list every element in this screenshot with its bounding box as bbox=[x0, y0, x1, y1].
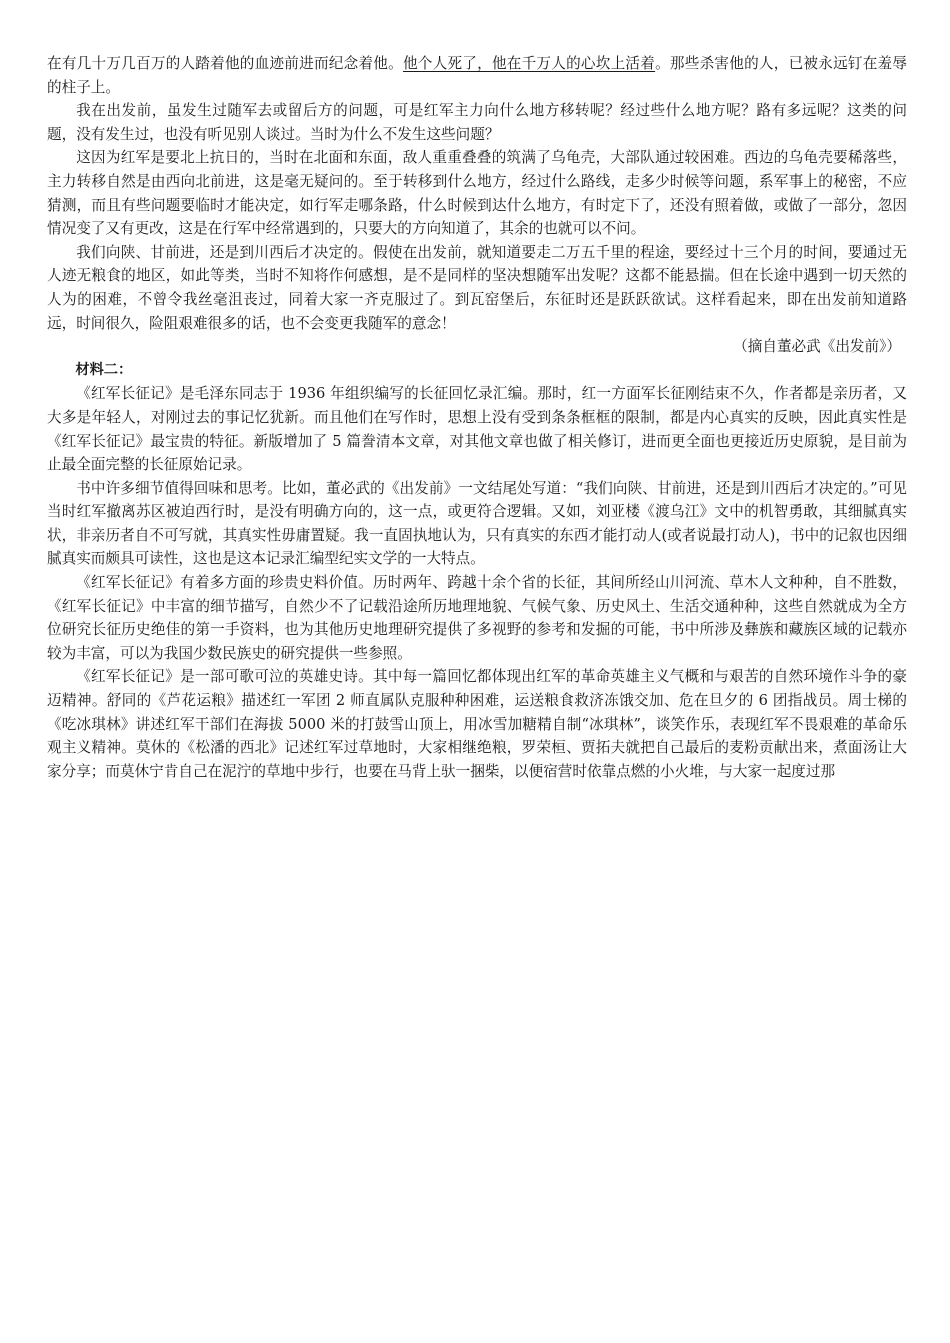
source-citation: （摘自董必武《出发前》） bbox=[733, 338, 901, 356]
text-after-underline: 。那些杀害他的人，已被永远钉在羞辱的柱子上。 bbox=[47, 55, 907, 96]
paragraph: 《红军长征记》有着多方面的珍贵史料价值。历时两年、跨越十余个省的长征，其间所经山川河流、草木人文种种，自不胜数，《红军长征记》中丰富的细节描写，自然少不了记载沿途所历地理地貌、气候气象、历史风土、生活交通种种，这些自然就成为全方位研究长征历史绝佳的第一手资料，也为其他历史地理研究提供了多视野的参考和发掘的可能，书中所涉及彝族和藏族区域的记载亦较为丰富，可以为我国少数民族史的研究提供一些参照。 bbox=[47, 574, 907, 662]
underlined-sentence: 他个人死了，他在千万人的心坎上活着 bbox=[402, 55, 656, 72]
paragraph-continued bbox=[47, 52, 907, 99]
paragraph: 这因为红军是要北上抗日的，当时在北面和东面，敌人重重叠叠的筑满了乌龟壳，大部队通过较困难。西边的乌龟壳要稀落些，主力转移自然是由西向北前进，这是毫无疑问的。至于转移到什么地方，经过什么路线，走多少时候等问题，系军事上的秘密，不应猜测，而且有些问题要临时才能决定，如行军走哪条路，什么时候到达什么地方，有时定下了，还没有照着做，或做了一部分，忽因情况变了又有更改，这是在行军中经常遇到的，只要大的方向知道了，其余的也就可以不问。 bbox=[47, 149, 907, 238]
paragraph: 《红军长征记》是一部可歌可泣的英雄史诗。其中每一篇回忆都体现出红军的革命英雄主义气概和与艰苦的自然环境作斗争的豪迈精神。舒同的《芦花运粮》描述红一军团 2 师直属队克服种种困难，运送粮食救济冻饿交加、危在旦夕的 6 团指战员。周士梯的《吃冰琪林》讲述红军干部们在海拔 5000 米的打鼓雪山顶上，用冰雪加糖精自制“冰琪林”，谈笑作乐，表现红军不畏艰难的革命乐观主义精神。莫休的《松潘的西北》记述红军过草地时，大家相继绝粮，罗荣桓、贾拓夫就把自己最后的麦粉贡献出来，煮面汤让大家分享；而莫休宁肯自己在泥泞的草地中步行，也要在马背上驮一捆柴，以便宿营时依靠点燃的小火堆，与大家一起度过那 bbox=[47, 668, 907, 780]
paragraph: 《红军长征记》是毛泽东同志于 1936 年组织编写的长征回忆录汇编。那时，红一方面军长征刚结束不久，作者都是亲历者，又大多是年轻人，对刚过去的事记忆犹新。而且他们在写作时，思想上没有受到条条框框的限制，都是内心真实的反映，因此真实性是《红军长征记》最宝贵的特征。新版增加了 5 篇誊清本文章，对其他文章也做了相关修订，进而更全面也更接近历史原貌，是目前为止最全面完整的长征原始记录。 bbox=[47, 385, 907, 474]
section-heading: 材料二： bbox=[75, 361, 133, 378]
text-before-underline: 在有几十万几百万的人踏着他的血迹前进而纪念着他。 bbox=[47, 55, 403, 72]
paragraph: 我在出发前，虽发生过随军去或留后方的问题，可是红军主力向什么地方移转呢？经过些什么地方呢？路有多远呢？这类的问题，没有发生过，也没有听见别人谈过。当时为什么不发生这些问题？ bbox=[47, 102, 907, 143]
paragraph: 我们向陕、甘前进，还是到川西后才决定的。假使在出发前，就知道要走二万五千里的程途，要经过十三个月的时间，要通过无人迹无粮食的地区，如此等类，当时不知将作何感想，是不是同样的坚决想随军出发呢？这都不能悬揣。但在长途中遇到一切天然的人为的困难，不曾令我丝毫沮丧过，同着大家一齐克服过了。到瓦窑堡后，东征时还是跃跃欲试。这样看起来，即在出发前知道路远，时间很久，险阻艰难很多的话，也不会变更我随军的意念！ bbox=[47, 243, 907, 332]
document-page bbox=[47, 52, 907, 783]
paragraph: 书中许多细节值得回味和思考。比如，董必武的《出发前》一文结尾处写道：“我们向陕、甘前进，还是到川西后才决定的。”可见当时红军撤离苏区被迫西行时，是没有明确方向的，这一点，或更符合逻辑。又如，刘亚楼《渡乌江》文中的机智勇敢，其细腻真实状，非亲历者自不可写就，其真实性毋庸置疑。我一直固执地认为，只有真实的东西才能打动人(或者说最打动人)，书中的记叙也因细腻真实而颇具可读性，这也是这本记录汇编型纪实文学的一大特点。 bbox=[47, 479, 907, 568]
